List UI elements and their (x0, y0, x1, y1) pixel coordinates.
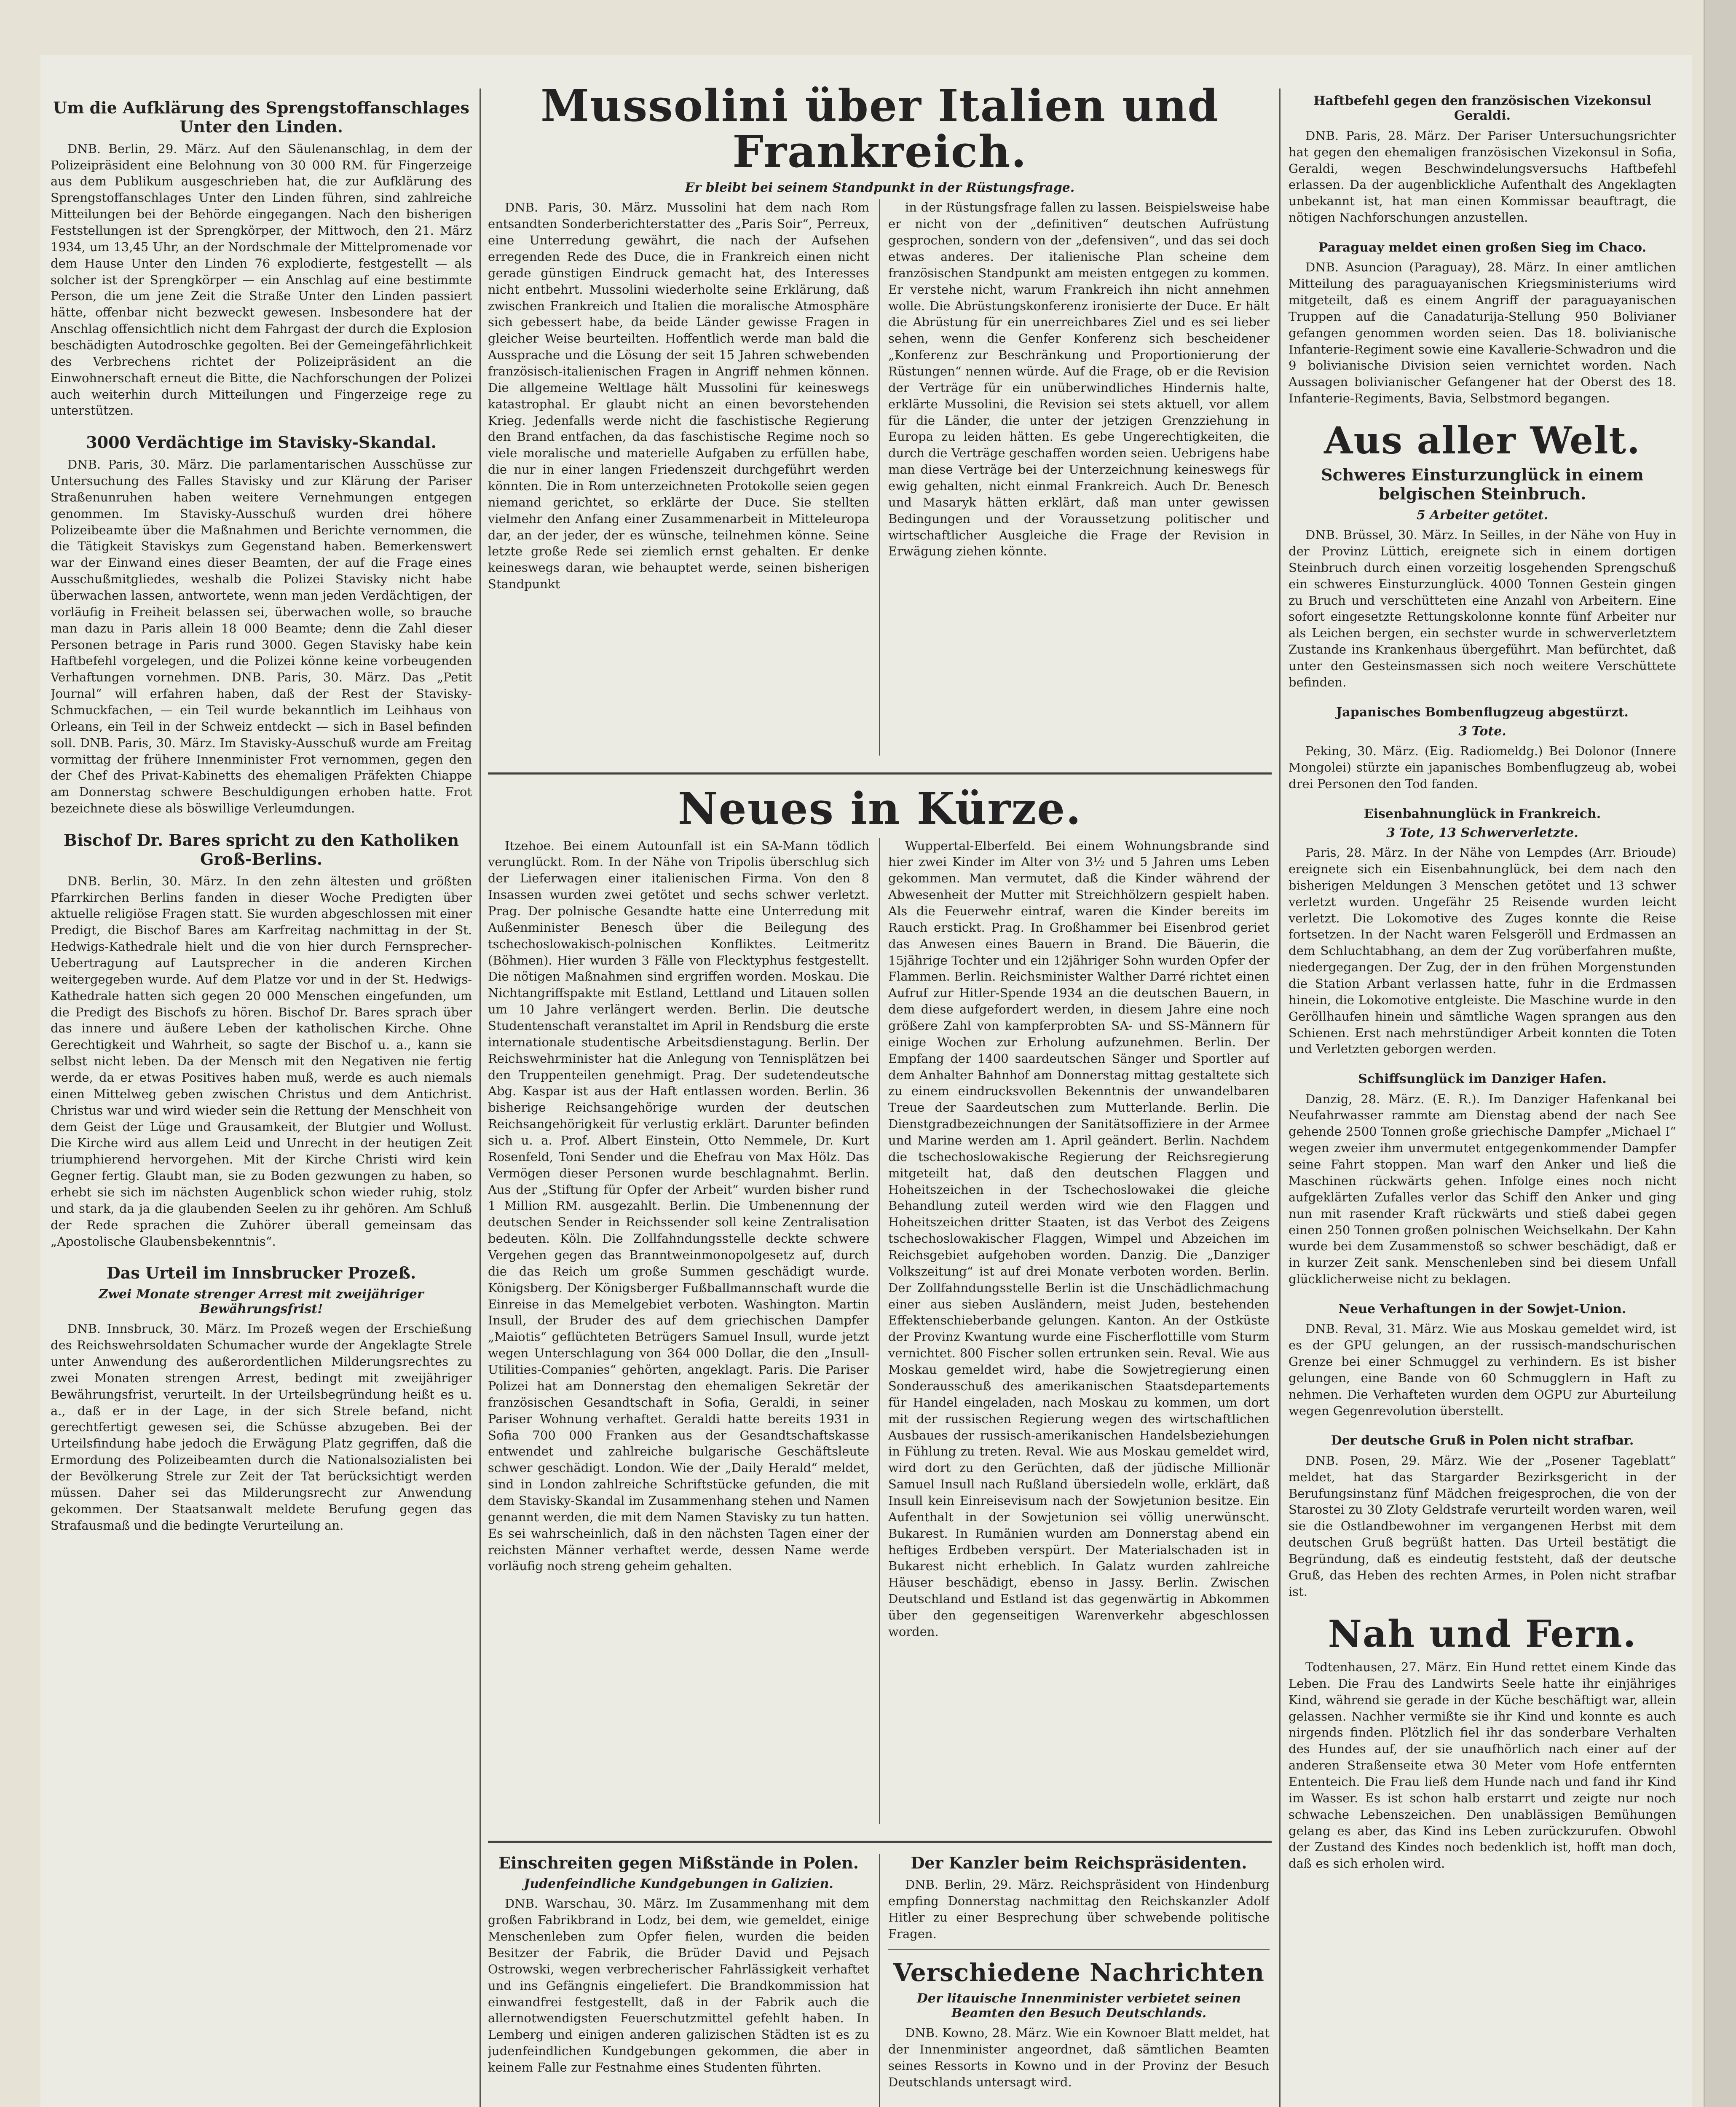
article-body: DNB. Paris, 30. März. Die parlamentarischen Ausschüsse zur Untersuchung des Falles Stavisky und zur Klärung der Pariser Straßenunruhen haben weitere Vernehmungen entgegen genommen. Im Stavisky-Ausschuß wurden drei höhere Polizeibeamte über die Maßnahmen und Berichte vernommen, die die Tätigkeit Staviskys zum Gegenstand haben. Bemerkenswert war der Einwand eines dieser Beamten, der auf die Frage eines Ausschußmitgliedes, weshalb die Polizei Stavisky nicht habe überwachen lassen, antwortete, wenn man jeden Verdächtigen, der vorläufig in Freiheit belassen sei, überwachen wolle, so brauche man dazu in Paris allein 18 000 Beamte; denn die Zahl dieser Personen betrage in Paris rund 3000. Gegen Stavisky habe kein Haftbefehl vorgelegen, und die Polizei könne keine vorbeugenden Verhaftungen vornehmen. DNB. Paris, 30. März. Das „Petit Journal“ will erfahren haben, daß der Rest der Stavisky-Schmuckfachen, — ein Teil wurde bekanntlich im Leihhaus von Orleans, ein Teil in der Schweiz entdeckt — sich in Basel befinden soll. DNB. Paris, 30. März. Im Stavisky-Ausschuß wurde am Freitag vormittag der frühere Innenminister Frot vernommen, gegen den der Chef des Privat-Kabinetts des ehemaligen Präfekten Chiappe am Donnerstag schwere Beschuldigungen erhoben hatte. Frot bezeichnete diese als böswillige Verleumdungen. (51, 457, 472, 816)
article-body: DNB. Paris, 28. März. Der Pariser Untersuchungsrichter hat gegen den ehemaligen französischen Vizekonsul in Sofia, Geraldi, wegen Beschwindelungsversuchs Haftbefehl erlassen. Da der augenblickliche Aufenthalt des Angeklagten unbekannt ist, hat man einen Kommissar beauftragt, die nötigen Nachforschungen anzustellen. (1289, 128, 1676, 225)
article-subtitle: Judenfeindliche Kundgebungen in Galizien. (524, 1876, 833, 1892)
article-sprengstoff (51, 99, 472, 419)
article-title: Paraguay meldet einen großen Sieg im Chaco. (1318, 240, 1647, 255)
article-body: Paris, 28. März. In der Nähe von Lempdes (Arr. Brioude) ereignete sich ein Eisenbahnunglück, bei dem nach den bisherigen Meldungen 3 Menschen getötet und 13 schwer verletzt wurden. Ungefähr 25 Reisende wurden leicht verletzt. Die Lokomotive des Zuges konnte die Reise fortsetzen. In der Nacht waren Felsgeröll und Erdmassen an dem Schluchtabhang, an dem der Zug vorüberfahren mußte, niedergegangen. Der Zug, der in den frühen Morgenstunden die Station Arbant verlassen hatte, fuhr in die Erdmassen hinein, die Lokomotive entgleiste. Die Maschine wurde in den Geröllhaufen hinein und sämtliche Wagen sprangen aus den Schienen. Erst nach mehrstündiger Arbeit konnten die Toten und Verletzten geborgen werden. (1289, 845, 1676, 1056)
right-column (1289, 94, 1676, 2107)
headline-neues: Neues in Kürze. (678, 783, 1082, 835)
left-column (51, 99, 472, 2107)
article-body: DNB. Berlin, 29. März. Auf den Säulenanschlag, in dem der Polizeipräsident eine Belohnung von 30 000 RM. für Fingerzeige aus dem Publikum ausgeschrieben hat, die zur Aufklärung des Sprengstoffanschlages Unter den Linden führen, sind zahlreiche Mitteilungen bei der Behörde eingegangen. Nach den bisherigen Feststellungen ist der Sprengkörper, der Mittwoch, den 21. März 1934, um 13,45 Uhr, an der Nordschmale der Mittelpromenade vor dem Hause Unter den Linden 76 explodierte, festgestellt — als solcher ist der Sprengkörper — ein Anschlag auf eine bestimmte Person, die um jene Zeit die Straße Unter den Linden passiert hätte, offenbar nicht bezweckt gewesen. Insbesondere hat der Anschlag offensichtlich nicht dem Fahrgast der durch die Explosion beschädigten Autodroschke gegolten. Bei der Gemeingefährlichkeit des Verbrechens richtet der Polizeipräsident an die Einwohnerschaft erneut die Bitte, die Nachforschungen der Polizei auch weiterhin durch Mitteilungen und Fingerzeige rege zu unterstützen. (51, 141, 472, 418)
article-title: Schiffsunglück im Danziger Hafen. (1358, 1072, 1607, 1087)
article-subtitle: 3 Tote. (1458, 724, 1506, 739)
article-body-col1: DNB. Paris, 30. März. Mussolini hat dem nach Rom entsandten Sonderberichterstatter des „Paris Soir“, Perreux, eine Unterredung gewährt, die nach der Aufsehen erregenden Rede des Duce, die in Frankreich einen nicht gerade günstigen Eindruck gemacht hat, des Interesses nicht entbehrt. Mussolini wiederholte seine Erklärung, daß zwischen Frankreich und Italien die moralische Atmosphäre sich gebessert habe, da beide Länder gewisse Fragen in gleicher Weise beurteilten. Hoffentlich werde man bald die Aussprache und die Lösung der seit 15 Jahren schwebenden französisch-italienischen Fragen in Angriff nehmen können. Die allgemeine Weltlage hält Mussolini für keineswegs katastrophal. Er glaubt nicht an einen bevorstehenden Krieg. Jedenfalls werde nicht die faschistische Regierung den Brand entfachen, da das faschistische Regime noch so viele moralische und materielle Aufgaben zu erfüllen habe, die nur in einer langen Friedenszeit durchgeführt werden könnten. Die in Rom unterzeichneten Protokolle seien gegen niemand gerichtet, so erklärte der Duce. Sie stellten vielmehr den Anfang einer Zusammenarbeit in Mitteleuropa dar, an der jeder, der es wünsche, teilnehmen könne. Seine letzte große Rede sei ziemlich ernst gehalten. Er denke keineswegs daran, wie behauptet werde, seinen bisherigen Standpunkt (488, 200, 869, 592)
article-title: Bischof Dr. Bares spricht zu den Katholiken Groß-Berlins. (63, 831, 459, 869)
column-divider (480, 88, 481, 2107)
article-body: DNB. Berlin, 30. März. In den zehn ältesten und größten Pfarrkirchen Berlins fanden in dieser Woche Predigten über aktuelle religiöse Fragen statt. Sie wurden abgeschlossen mit einer Predigt, die Bischof Bares am Karfreitag nachmittag in der St. Hedwigs-Kathedrale hielt und die von hier durch Fernsprecher-Uebertragung auf Lautsprecher in die anderen Kirchen weitergegeben wurde. Auf dem Platze vor und in der St. Hedwigs-Kathedrale hatten sich gegen 20 000 Menschen eingefunden, um die Predigt des Bischofs zu hören. Bischof Dr. Bares sprach über das innere und äußere Leben der katholischen Kirche. Ohne Gerechtigkeit und Wahrheit, so sagte der Bischof u. a., kann sie selbst nicht leben. Da der Mensch mit den Negativen nie fertig werde, da er etwas Positives haben muß, werde es auch niemals einen Mittelweg geben zwischen Christus und dem Antichrist. Christus war und wird wieder sein die Rettung der Menschheit von dem Geist der Lüge und Grausamkeit, der Blutgier und Wollust. Die Kirche wird aus allem Leid und Unrecht in der heutigen Zeit triumphierend hervorgehen. Mit der Kirche Christi wird kein Gegner fertig. Glaubt man, sie zu Boden gezwungen zu haben, so erhebt sie sich im nächsten Augenblick schon wieder ruhig, stolz und stark, da ja die glaubenden Seelen zu ihr gehören. Am Schluß der Rede sprachen die Zuhörer überall gemeinsam das „Apostolische Glaubensbekenntnis“. (51, 874, 472, 1249)
section-title: Aus aller Welt. (1324, 418, 1641, 463)
column-divider (879, 199, 880, 756)
article-stavisky (51, 433, 472, 817)
article-subtitle: Der litauische Innenminister verbietet seinen Beamten den Besuch Deutschlands. (916, 1991, 1241, 2021)
article-title: Eisenbahnunglück in Frankreich. (1364, 806, 1601, 821)
article-bombenflugzeug (1289, 705, 1676, 792)
section-title: Nah und Fern. (1328, 1611, 1637, 1656)
article-schiffsunglueck (1289, 1072, 1676, 1287)
article-title: Haftbefehl gegen den französischen Vizekonsul Geraldi. (1313, 94, 1651, 123)
article-title: 3000 Verdächtige im Stavisky-Skandal. (86, 433, 437, 452)
article-body: DNB. Innsbruck, 30. März. Im Prozeß wegen der Erschießung des Reichswehrsoldaten Schumacher wurde der Angeklagte Strele unter Anwendung des außerordentlichen Milderungsrechtes zu zwei Monaten strengen Arrest, bedingt mit zweijähriger Bewährungsfrist, verurteilt. In der Urteilsbegründung heißt es u. a., daß er in der Lage, in der sich Strele befand, nicht gerechtfertigt gewesen sei, die Schüsse abzugeben. Bei der Urteilsfindung habe jedoch die Erwägung Platz gegriffen, daß die Ermordung des Polizeibeamten durch die Nationalsozialisten bei der Bevölkerung Strele zur Zeit der Tat berücksichtigt werden müssen. Daher sei das Milderungsrecht zur Anwendung gekommen. Der Staatsanwalt meldete Berufung gegen das Strafausmaß und die bedingte Verurteilung an. (51, 1322, 472, 1533)
article-mussolini (488, 80, 1272, 764)
news-col1: Itzehoe. Bei einem Autounfall ist ein SA-Mann tödlich verunglückt. Rom. In der Nähe von Tripolis überschlug sich der Lieferwagen einer italienischen Firma. Von den 8 Insassen wurden zwei getötet und sechs schwer verletzt. Prag. Der polnische Gesandte hatte eine Unterredung mit Außenminister Benesch über die Beilegung des tschechoslowakisch-polnischen Konfliktes. Leitmeritz (Böhmen). Hier wurden 3 Fälle von Flecktyphus festgestellt. Die nötigen Maßnahmen sind ergriffen worden. Moskau. Die Nichtangriffspakte mit Estland, Lettland und Litauen sollen um 10 Jahre verlängert werden. Berlin. Die deutsche Studentenschaft veranstaltet im April in Rendsburg die erste internationale studentische Arbeitsdienstagung. Berlin. Der Reichswehrminister hat die Anlegung von Tennisplätzen bei den Truppenteilen genehmigt. Prag. Der sudetendeutsche Abg. Kaspar ist aus der Haft entlassen worden. Berlin. 36 bisherige Reichsangehörige wurden der deutschen Reichsangehörigkeit für verlustig erklärt. Darunter befinden sich u. a. Prof. Albert Einstein, Otto Nemmele, Dr. Kurt Rosenfeld, Toni Sender und die Ehefrau von Max Hölz. Das Vermögen dieser Personen wurde beschlagnahmt. Berlin. Aus der „Stiftung für Opfer der Arbeit“ wurden bisher rund 1 Million RM. ausgezahlt. Berlin. Die Umbenennung der deutschen Sender in Reichssender soll keine Zentralisation bedeuten. Köln. Die Zollfahndungsstelle deckte schwere Vergehen gegen das Branntweinmonopolgesetz auf, durch die das Reich um große Summen geschädigt wurde. Königsberg. Der Königsberger Fußballmannschaft wurde die Einreise in das Memelgebiet verboten. Washington. Martin Insull, der Bruder des auf dem griechischen Dampfer „Maiotis“ geflüchteten Betrügers Samuel Insull, wurde jetzt wegen Unterschlagung von 364 000 Dollar, die den „Insull-Utilities-Companies“ gehörten, angeklagt. Paris. Die Pariser Polizei hat am Donnerstag den ehemaligen Sekretär der französischen Gesandtschaft in Sofia, Geraldi, in seiner Pariser Wohnung verhaftet. Geraldi hatte bereits 1931 in Sofia 700 000 Franken aus der Gesandtschaftskasse entwendet und zahlreiche bulgarische Geschäftsleute schwer geschädigt. London. Wie der „Daily Herald“ meldet, sind in London zahlreiche Schriftstücke gefunden, die mit dem Stavisky-Skandal im Zusammenhang stehen und Namen genannt werden, die mit dem Namen Stavisky zu tun hatten. Es sei wahrscheinlich, daß in den nächsten Tagen einer der reichsten Männer verhaftet werde, dessen Name werde vorläufig noch streng geheim gehalten. (488, 838, 869, 1574)
column-divider (879, 838, 880, 1824)
article-body: Todtenhausen, 27. März. Ein Hund rettet einem Kinde das Leben. Die Frau des Landwirts Seele hatte ihr einjähriges Kind, während sie gerade in der Küche beschäftigt war, allein gelassen. Nachher vermißte sie ihr Kind und konnte es auch nirgends finden. Plötzlich fiel ihr das sonderbare Verhalten des Hundes auf, der sie unaufhörlich nach einer auf der anderen Straßenseite etwa 30 Meter vom Hofe entfernten Ententeich. Die Frau ließ dem Hunde nach und fand ihr Kind im Wasser. Es ist schon halb erstarrt und zeigte nur noch schwache Lebenszeichen. Den unablässigen Bemühungen gelang es aber, das Kind ins Leben zurückzurufen. Obwohl der Zustand des Kindes noch bedenklich ist, hofft man doch, daß es sich erholen wird. (1289, 1660, 1676, 1871)
section-rule (488, 772, 1272, 775)
column-divider (1279, 88, 1281, 2107)
page-edge-strip (1704, 0, 1736, 2107)
section-rule (488, 1841, 1272, 1843)
article-aus-aller-welt (1289, 418, 1676, 691)
article-geraldi (1289, 94, 1676, 226)
article-title: Verschiedene Nachrichten (893, 1958, 1264, 1987)
article-body: DNB. Kowno, 28. März. Wie ein Kownoer Blatt meldet, hat der Innenminister angeordnet, daß sämtlichen Beamten seines Ressorts in Kowno und in der Provinz der Besuch Deutschlands untersagt wird. (888, 2026, 1270, 2089)
article-paraguay (1289, 240, 1676, 407)
news-col2: Wuppertal-Elberfeld. Bei einem Wohnungsbrande sind hier zwei Kinder im Alter von 3½ und 5 Jahren ums Leben gekommen. Man vermutet, daß die Kinder während der Abwesenheit der Mutter mit Streichhölzern gespielt haben. Als die Feuerwehr eintraf, waren die Kinder bereits im Rauch erstickt. Prag. In Großhammer bei Eisenbrod geriet das Anwesen eines Bauern in Brand. Die Bäuerin, die 15jährige Tochter und ein 12jähriger Sohn wurden Opfer der Flammen. Berlin. Reichsminister Walther Darré richtet einen Aufruf zur Hitler-Spende 1934 an die deutschen Bauern, in dem diese aufgefordert werden, in diesem Jahre eine noch größere Zahl von kampferprobten SA- und SS-Männern für einige Wochen zur Erholung aufzunehmen. Berlin. Der Empfang der 1400 saardeutschen Sänger und Sportler auf dem Anhalter Bahnhof am Donnerstag mittag gestaltete sich zu einem eindrucksvollen Bekenntnis der unwandelbaren Treue der Saardeutschen zum Mutterlande. Berlin. Die Dienstgradbezeichnungen der Sanitätsoffiziere in der Armee und Marine werden am 1. April geändert. Berlin. Nachdem die tschechoslowakische Regierung der Reichsregierung mitgeteilt hat, daß den deutschen Flaggen und Hoheitszeichen in der Tschechoslowakei die gleiche Behandlung zuteil werden wird wie den Flaggen und Hoheitszeichen dritter Staaten, ist das Verbot des Zeigens tschechoslowakischer Flaggen, Wimpel und Abzeichen im Reichsgebiet aufgehoben worden. Danzig. Die „Danziger Volkszeitung“ ist auf drei Monate verboten worden. Berlin. Der Zollfahndungsstelle Berlin ist die Unschädlichmachung einer aus sieben Ausländern, meist Juden, bestehenden Effektenschieberbande gelungen. Kanton. An der Ostküste der Provinz Kwantung wurde eine Fischerflottille vom Sturm vernichtet. 800 Fischer sollen ertrunken sein. Reval. Wie aus Moskau gemeldet wird, habe die Sowjetregierung einen Sonderausschuß des amerikanischen Staatsdepartements für Handel eingeladen, nach Moskau zu kommen, um dort mit der russischen Regierung wegen des wirtschaftlichen Ausbaues der russisch-amerikanischen Handelsbeziehungen in Fühlung zu treten. Reval. Wie aus Moskau gemeldet wird, wird dort zu den Gerüchten, daß der jüdische Millionär Samuel Insull nach Rußland übersiedeln wolle, erklärt, daß Insull kein Einreisevisum nach der Sowjetunion besitze. Ein Aufenthalt in der Sowjetunion sei völlig unerwünscht. Bukarest. In Rumänien wurden am Donnerstag abend ein heftiges Erdbeben verspürt. Der Materialschaden ist in Bukarest nicht erheblich. In Galatz wurden zahlreiche Häuser beschädigt, ebenso in Jassy. Berlin. Zwischen Deutschland und Estland ist das gegenwärtig in Abkommen über den gegenseitigen Warenverkehr abgeschlossen worden. (888, 838, 1270, 1639)
article-subtitle: Zwei Monate strenger Arrest mit zweijähriger Bewährungsfrist! (99, 1287, 424, 1317)
subheadline-mussolini: Er bleibt bei seinem Standpunkt in der Rüstungsfrage. (685, 180, 1075, 196)
article-body-col2: in der Rüstungsfrage fallen zu lassen. Beispielsweise habe er nicht von der „definitiven“ deutschen Aufrüstung gesprochen, sondern von der „defensiven“, und das sei doch etwas anderes. Der italienische Plan scheine dem französischen Standpunkt am meisten entgegen zu kommen. Er verstehe nicht, warum Frankreich ihn nicht annehmen wolle. Die Abrüstungskonferenz ironisierte der Duce. Er hält die Abrüstung für ein unerreichbares Ziel und es sei lieber sehen, wenn die Genfer Konferenz sich bescheidener „Konferenz zur Beschränkung und Proportionierung der Rüstungen“ nennen würde. Auf die Frage, ob er die Revision der Verträge für ein unüberwindliches Hindernis halte, erklärte Mussolini, die Revision sei stets aktuell, vor allem für die Länder, die unter der jetzigen Grenzziehung in Europa zu leiden hätten. Es gebe Ungerechtigkeiten, die durch die Verträge geschaffen worden seien. Uebrigens habe man diese Verträge bei der Unterzeichnung keineswegs für ewig gehalten, nicht einmal Frankreich. Auch Dr. Benesch und Masaryk hätten erklärt, daß man unter gewissen Bedingungen und der Voraussetzung politischer und wirtschaftlicher Ausgleiche die Frage der Revision in Erwägung ziehen könnte. (888, 200, 1270, 559)
article-body: Danzig, 28. März. (E. R.). Im Danziger Hafenkanal bei Neufahrwasser rammte am Dienstag abend der nach See gehende 2500 Tonnen große griechische Dampfer „Michael I“ wegen zweier ihm unvermutet entgegenkommender Dampfer seine Fahrt stoppen. Man warf den Anker und ließ die Maschinen rückwärts gehen. Infolge eines noch nicht aufgeklärten Zufalles verlor das Schiff den Anker und ging nun mit rasender Kraft rückwärts und stieß dabei gegen einen 250 Tonnen großen polnischen Weichselkahn. Der Kahn wurde bei dem Zusammenstoß so schwer beschädigt, daß er in kurzer Zeit sank. Menschenleben sind bei diesem Unfall glücklicherweise nicht zu beklagen. (1289, 1091, 1676, 1287)
newspaper-page (40, 55, 1692, 2107)
article-body: DNB. Brüssel, 30. März. In Seilles, in der Nähe von Huy in der Provinz Lüttich, ereignete sich in einem dortigen Steinbruch durch einen vorzeitig losgehenden Sprengschuß ein schweres Einsturzunglück. 4000 Tonnen Gestein gingen zu Bruch und verschütteten eine Anzahl von Arbeitern. Eine sofort eingesetzte Rettungskolonne konnte fünf Arbeiter nur als Leichen bergen, ein sechster wurde in schwerverletztem Zustande ins Krankenhaus übergeführt. Man befürchtet, daß unter den Gesteinsmassen sich noch weitere Verschüttete befinden. (1289, 528, 1676, 689)
headline-mussolini: Mussolini über Italien und Frankreich. (540, 80, 1219, 178)
article-title: Japanisches Bombenflugzeug abgestürzt. (1336, 705, 1629, 720)
article-sowjet (1289, 1302, 1676, 1419)
article-eisenbahnunglueck (1289, 807, 1676, 1058)
article-body: DNB. Berlin, 29. März. Reichspräsident von Hindenburg empfing Donnerstag nachmittag den Reichskanzler Adolf Hitler zu einer Besprechung über schwebende politische Fragen. (888, 1877, 1270, 1941)
section-neues-in-kuerze (488, 785, 1272, 1832)
article-body: DNB. Reval, 31. März. Wie aus Moskau gemeldet wird, ist es der GPU gelungen, an der russisch-mandschurischen Grenze bei einer Schmuggel zu verhindern. Es ist bisher gelungen, eine Bande von 60 Schmugglern in Haft zu nehmen. Die Verhafteten wurden dem OGPU zur Aburteilung wegen Gegenrevolution überstellt. (1289, 1322, 1676, 1418)
article-title: Um die Aufklärung des Sprengstoffanschlages Unter den Linden. (53, 99, 469, 136)
center-column (488, 80, 1272, 2107)
article-body: DNB. Warschau, 30. März. Im Zusammenhang mit dem großen Fabrikbrand in Lodz, bei dem, wie gemeldet, einige Menschenleben zum Opfer fielen, wurden die beiden Besitzer der Fabrik, die Brüder David und Pejsach Ostrowski, wegen verbrecherischer Fahrlässigkeit verhaftet und ins Gefängnis eingeliefert. Die Brandkommission hat einwandfrei festgestellt, daß in der Fabrik auch die allernotwendigsten Feuerschutzmittel gefehlt haben. In Lemberg und einigen anderen galizischen Städten ist es zu judenfeindlichen Kundgebungen gekommen, die aber in keinem Falle zur Festnahme eines Studenten führten. (488, 1896, 869, 2075)
article-title: Der deutsche Gruß in Polen nicht strafbar. (1331, 1433, 1634, 1448)
article-subtitle: 3 Tote, 13 Schwerverletzte. (1386, 826, 1578, 841)
column-divider (879, 1854, 880, 2107)
article-polen (488, 1854, 869, 2107)
article-body: DNB. Posen, 29. März. Wie der „Posener Tageblatt“ meldet, hat das Stargarder Bezirksgericht in der Berufungsinstanz fünf Mädchen freigesprochen, die von der Starostei zu 30 Zloty Geldstrafe verurteilt worden waren, weil sie die Ostlandbewohner im vergangenen Herbst mit dem deutschen Gruß begrüßt hatten. Das Urteil bestätigt die Begründung, daß es eindeutig feststeht, daß der deutsche Gruß, das Heben des rechten Armes, in Polen nicht strafbar ist. (1289, 1453, 1676, 1599)
article-nah-und-fern (1289, 1611, 1676, 1872)
article-title: Das Urteil im Innsbrucker Prozeß. (106, 1263, 416, 1283)
article-title: Schweres Einsturzunglück in einem belgischen Steinbruch. (1321, 465, 1644, 504)
article-bischof (51, 831, 472, 1249)
article-gruss-polen (1289, 1433, 1676, 1600)
article-title: Neue Verhaftungen in der Sowjet-Union. (1338, 1301, 1626, 1316)
article-title: Der Kanzler beim Reichspräsidenten. (911, 1853, 1247, 1872)
article-verschiedenes (888, 1958, 1270, 2091)
article-title: Einschreiten gegen Mißstände in Polen. (498, 1853, 859, 1872)
article-innsbruck (51, 1264, 472, 1533)
section-rule (888, 1949, 1270, 1950)
article-body: DNB. Asuncion (Paraguay), 28. März. In einer amtlichen Mitteilung des paraguayanischen Kriegsministeriums wird mitgeteilt, daß es einem Angriff der paraguayanischen Truppen auf die Canadaturija-Stellung 950 Bolivianer gefangen genommen worden seien. Das 18. bolivianische Infanterie-Regiment sowie eine Kavallerie-Schwadron und die 9 bolivianische Division seien vernichtet worden. Nach Aussagen bolivianischer Gefangener hat der Oberst des 18. Infanterie-Regiments, Bavia, Selbstmord begangen. (1289, 260, 1676, 406)
article-body: Peking, 30. März. (Eig. Radiomeldg.) Bei Dolonor (Innere Mongolei) stürzte ein japanisches Bombenflugzeug ab, wobei drei Personen den Tod fanden. (1289, 744, 1676, 791)
article-subtitle: 5 Arbeiter getötet. (1416, 508, 1548, 523)
article-kanzler (888, 1854, 1270, 1942)
